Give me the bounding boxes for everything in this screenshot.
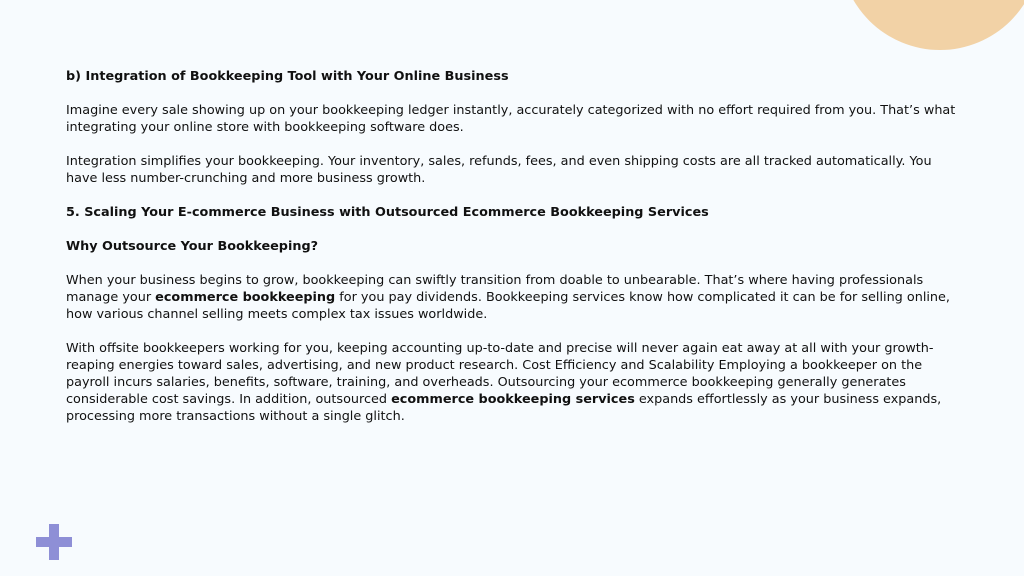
ecommerce-bookkeeping-emphasis: ecommerce bookkeeping	[155, 290, 336, 305]
document-body	[66, 68, 966, 442]
section-b-paragraph-2: Integration simplifies your bookkeeping. Your inventory, sales, refunds, fees, and even shipping costs are all tracked automatically. You have less number-crunching and more business growth.	[66, 154, 932, 186]
section-b-paragraph-1: Imagine every sale showing up on your bookkeeping ledger instantly, accurately categorized with no effort required from you. That’s what integrating your online store with bookkeeping software does.	[66, 103, 956, 135]
ecommerce-bookkeeping-services-emphasis: ecommerce bookkeeping services	[391, 392, 635, 407]
section-5-heading: 5. Scaling Your E-commerce Business with Outsourced Ecommerce Bookkeeping Services	[66, 205, 709, 220]
plus-icon-vertical-bar	[49, 524, 59, 560]
section-5-paragraph-2	[66, 340, 966, 425]
plus-icon	[36, 524, 72, 560]
decorative-blob	[840, 0, 1024, 50]
section-5-paragraph-2-text-before: With offsite bookkeepers working for you, keeping accounting up-to-date and precise will never again eat away at all with your growth-reaping energies toward sales, advertising, and new product research. Cost Efficiency and Scalability Employing a bookkeeper on the payroll incurs salaries, benefits, software, training, and overheads. Outsourcing your ecommerce bookkeeping generally generates considerable cost savings. In addition, outsourced	[66, 341, 934, 407]
section-5-paragraph-1-text-before: When your business begins to grow, bookkeeping can swiftly transition from doable to unbearable. That’s where having professionals manage your	[66, 273, 924, 305]
section-5-paragraph-2-text-after: expands effortlessly as your business expands, processing more transactions without a single glitch.	[66, 392, 942, 424]
section-5-paragraph-1	[66, 272, 966, 323]
section-5-paragraph-1-text-after: for you pay dividends. Bookkeeping services know how complicated it can be for selling online, how various channel selling meets complex tax issues worldwide.	[66, 290, 950, 322]
section-b-heading: b) Integration of Bookkeeping Tool with Your Online Business	[66, 69, 509, 84]
section-5-subheading: Why Outsource Your Bookkeeping?	[66, 239, 319, 254]
